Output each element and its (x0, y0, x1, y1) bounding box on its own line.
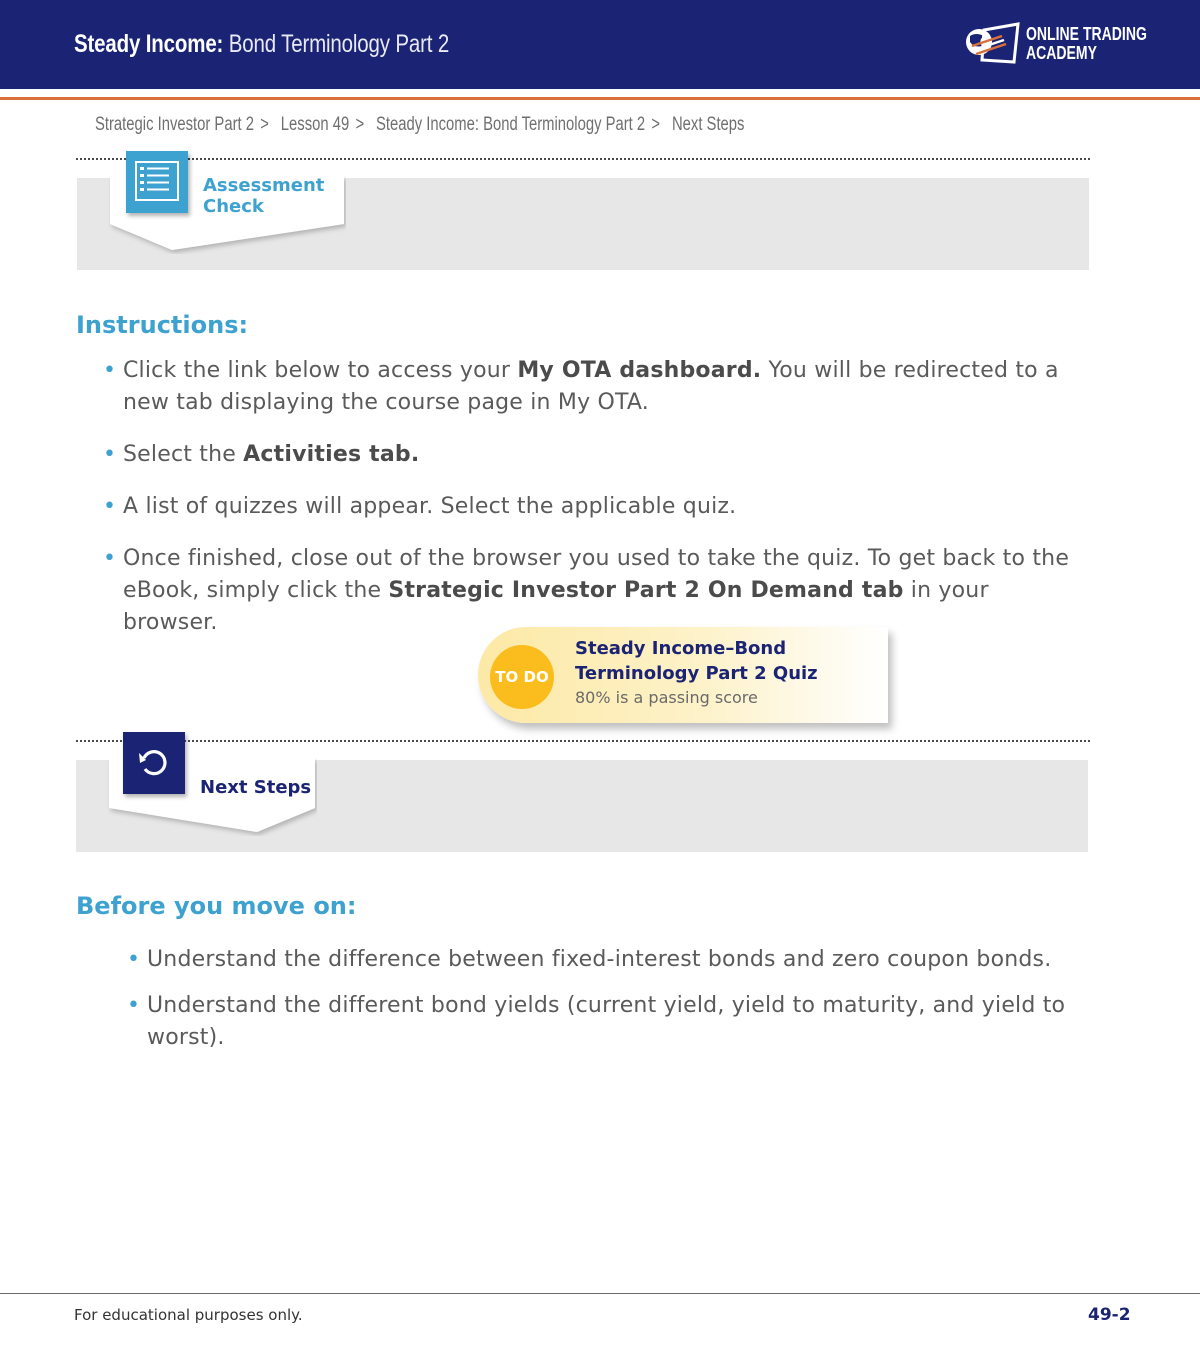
footer-disclaimer: For educational purposes only. (74, 1306, 303, 1324)
list-item (103, 355, 1083, 419)
bullet-icon: • (103, 442, 117, 467)
list-item-text: Once finished, close out of the browser you used to take the quiz. To get back to the eBook, simply click the (123, 546, 1070, 603)
assessment-label-line-2: Check (203, 196, 264, 217)
page-header (0, 0, 1200, 89)
assessment-label-line-1: Assessment (203, 175, 325, 196)
assessment-label (203, 175, 324, 217)
list-item (103, 543, 1083, 639)
instructions-heading: Instructions: (76, 311, 249, 339)
list-item (127, 990, 1067, 1054)
breadcrumb-item-lesson[interactable]: Lesson 49 (280, 114, 350, 135)
page-number: 49-2 (1088, 1305, 1131, 1325)
list-item-emphasis: Strategic Investor Part 2 On Demand tab (388, 578, 904, 603)
page-title-light: Bond Terminology Part 2 (228, 30, 450, 58)
checklist-icon (126, 151, 188, 213)
bullet-icon: • (103, 546, 117, 571)
next-steps-label: Next Steps (200, 777, 312, 798)
breadcrumb-separator: > (355, 114, 365, 135)
section-divider (76, 158, 1090, 160)
logo-line-1: ONLINE TRADING (1026, 24, 1147, 44)
instructions-list (103, 355, 1083, 639)
before-list (127, 944, 1067, 1054)
list-item-text: You will be redirected to a new tab displaying the course page in My OTA. (123, 358, 1059, 415)
todo-badge: TO DO (490, 645, 554, 709)
list-item-text: in your browser. (123, 578, 989, 635)
ota-logo (962, 22, 1147, 68)
list-item (127, 944, 1067, 976)
ota-logo-icon (962, 22, 1020, 66)
before-heading: Before you move on: (76, 892, 357, 920)
list-item-text: Click the link below to access your (123, 358, 518, 383)
list-item-emphasis: My OTA dashboard. (517, 358, 762, 383)
breadcrumb-item-course[interactable]: Strategic Investor Part 2 (95, 114, 254, 135)
list-item (103, 491, 1083, 523)
list-item-emphasis: Activities tab. (243, 442, 420, 467)
breadcrumb-separator: > (651, 114, 661, 135)
breadcrumb-item-topic[interactable]: Steady Income: Bond Terminology Part 2 (376, 114, 646, 135)
page-title-strong: Steady Income: (74, 30, 224, 58)
page-title (74, 30, 449, 59)
ota-logo-text (1026, 25, 1147, 63)
header-rule (0, 97, 1200, 100)
footer-rule (0, 1293, 1200, 1294)
list-item-text: Understand the difference between fixed-interest bonds and zero coupon bonds. (147, 947, 1052, 972)
bullet-icon: • (103, 494, 117, 519)
logo-line-2: ACADEMY (1026, 43, 1097, 63)
bullet-icon: • (127, 993, 141, 1018)
breadcrumb-item-current: Next Steps (671, 114, 745, 135)
list-item-text: Select the (123, 442, 244, 467)
bullet-icon: • (127, 947, 141, 972)
list-item (103, 439, 1083, 471)
list-item-text: A list of quizzes will appear. Select the applicable quiz. (123, 494, 737, 519)
quiz-title-link[interactable]: Steady Income–Bond Terminology Part 2 Quiz (575, 638, 818, 684)
bullet-icon: • (103, 358, 117, 383)
section-divider (76, 740, 1090, 742)
list-item-text: Understand the different bond yields (current yield, yield to maturity, and yield to worst). (147, 993, 1066, 1050)
quiz-passing-score: 80% is a passing score (575, 688, 758, 707)
breadcrumb-separator: > (260, 114, 269, 135)
breadcrumb (95, 114, 744, 136)
refresh-icon (123, 732, 185, 794)
